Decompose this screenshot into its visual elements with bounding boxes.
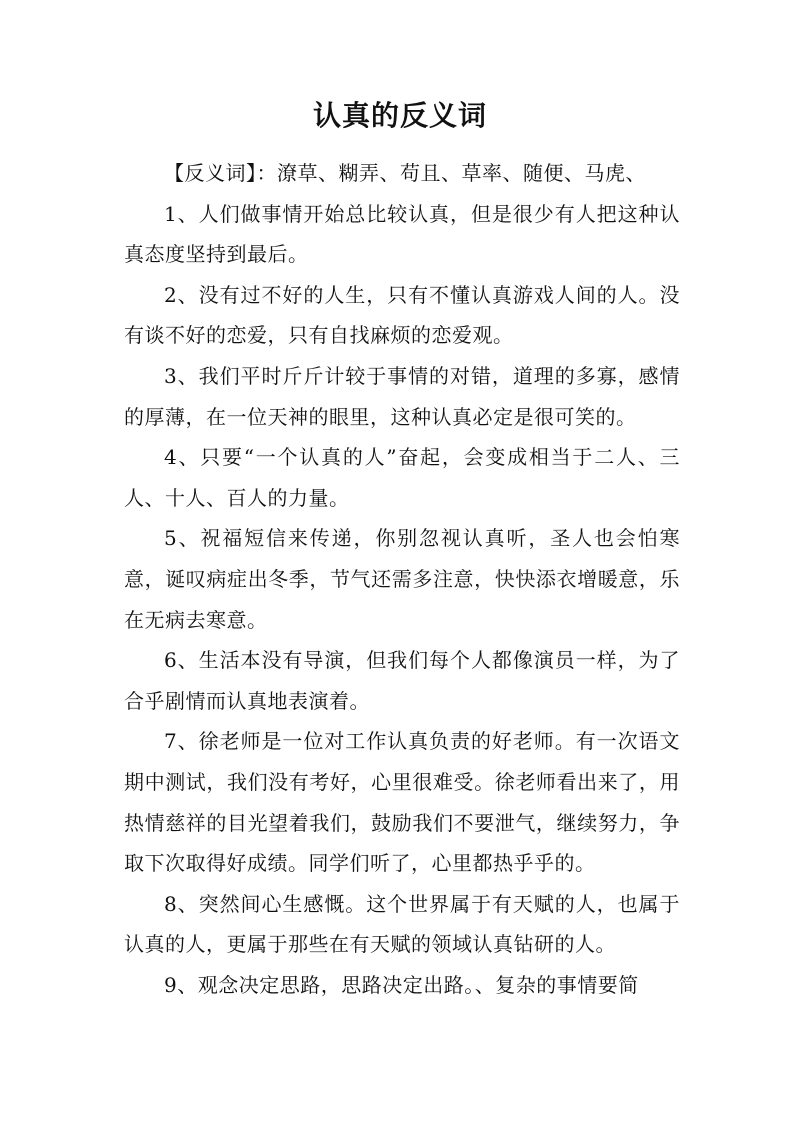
example-sentence-4: 4、只要“一个认真的人”奋起，会变成相当于二人、三人、十人、百人的力量。 bbox=[124, 445, 680, 510]
example-sentence-8: 8、突然间心生感慨。这个世界属于有天赋的人，也属于认真的人，更属于那些在有天赋的领域认真钻研的人。 bbox=[124, 891, 680, 957]
example-sentence-9: 9、观念决定思路，思路决定出路。、复杂的事情要简 bbox=[164, 972, 639, 997]
document-body bbox=[124, 153, 680, 1005]
example-sentence-1: 1、人们做事情开始总比较认真，但是很少有人把这种认真态度坚持到最后。 bbox=[124, 201, 680, 267]
example-sentence-6: 6、生活本没有导演，但我们每个人都像演员一样，为了合乎剧情而认真地表演着。 bbox=[124, 648, 680, 713]
antonym-list-paragraph: 【反义词】：潦草、糊弄、苟且、草率、随便、马虎、 bbox=[164, 161, 646, 185]
example-sentence-3: 3、我们平时斤斤计较于事情的对错，道理的多寡，感情的厚薄，在一位天神的眼里，这种认真必定是很可笑的。 bbox=[124, 363, 680, 429]
example-sentence-5: 5、祝福短信来传递，你别忽视认真听，圣人也会怕寒意，诞叹病症出冬季，节气还需多注意，快快添衣增暖意，乐在无病去寒意。 bbox=[124, 526, 680, 632]
example-sentence-7: 7、徐老师是一位对工作认真负责的好老师。有一次语文期中测试，我们没有考好，心里很难受。徐老师看出来了，用热情慈祥的目光望着我们，鼓励我们不要泄气，继续努力，争取下次取得好成绩。同学们听了，心里都热乎乎的。 bbox=[124, 729, 680, 876]
document-title: 认真的反义词 bbox=[312, 99, 487, 132]
example-sentence-2: 2、没有过不好的人生，只有不懂认真游戏人间的人。没有谈不好的恋爱，只有自找麻烦的恋爱观。 bbox=[124, 282, 680, 348]
